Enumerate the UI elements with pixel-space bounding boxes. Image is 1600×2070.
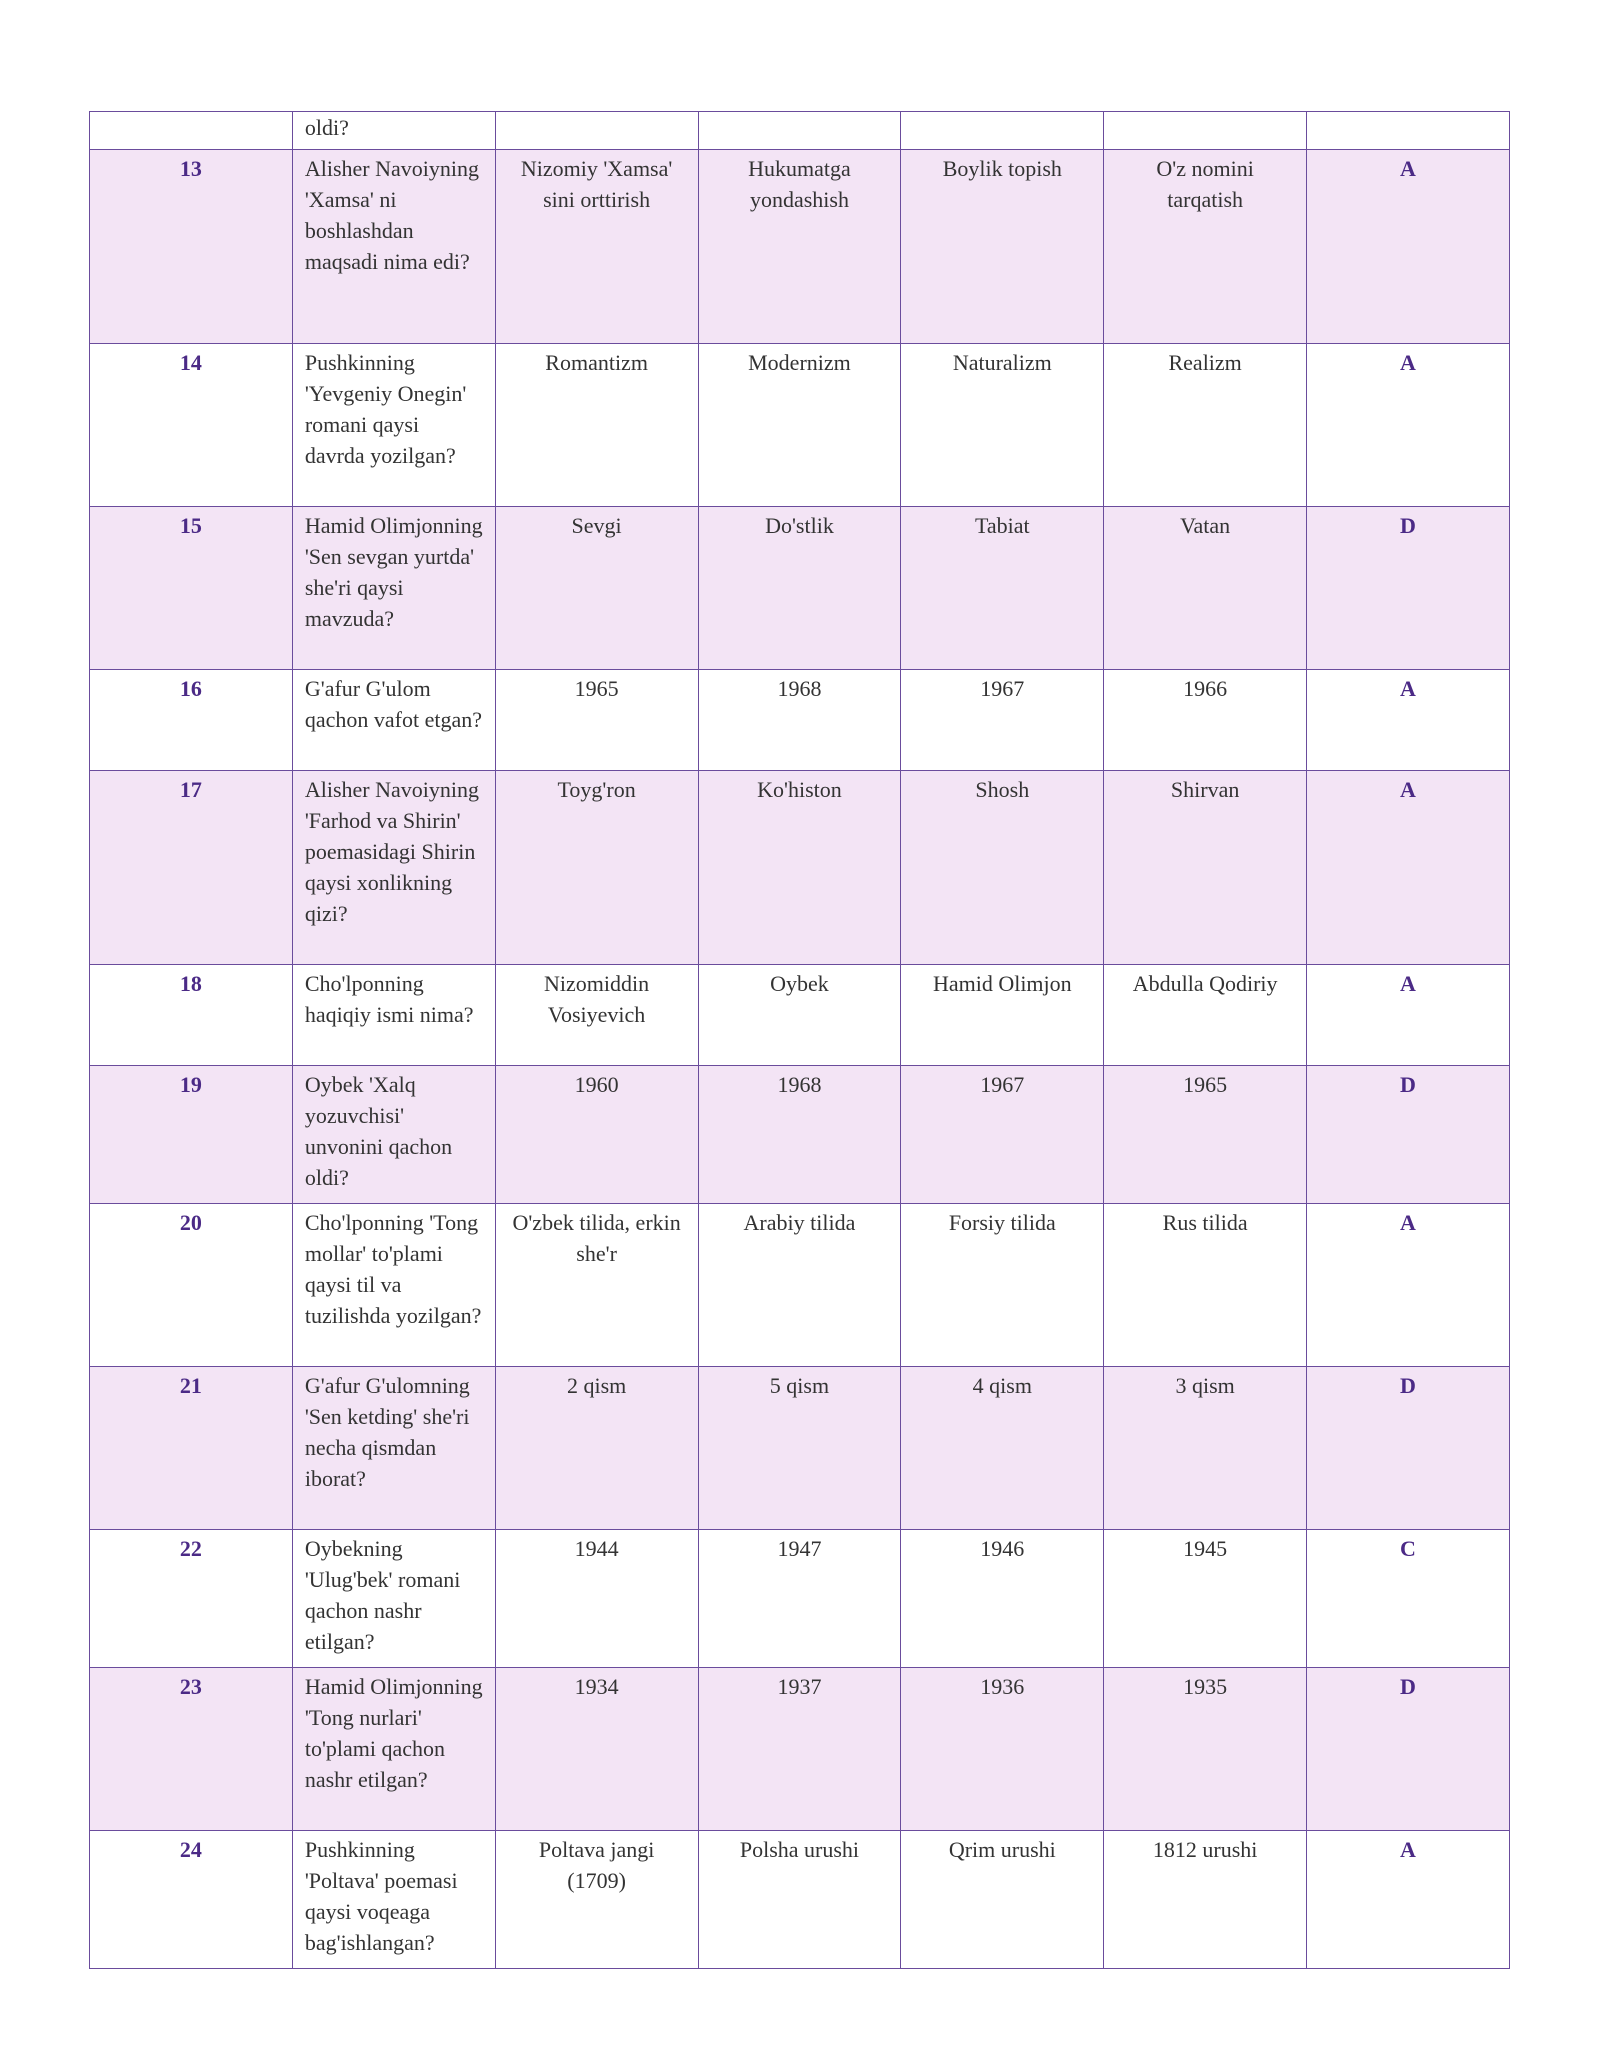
option-d: O'z nomini tarqatish	[1104, 150, 1307, 344]
correct-answer: A	[1307, 965, 1510, 1066]
table-row	[90, 965, 1510, 1066]
correct-answer: C	[1307, 1530, 1510, 1668]
option-a: 1965	[495, 670, 698, 771]
option-b: 1968	[698, 670, 901, 771]
question-number: 18	[90, 965, 293, 1066]
option-c: 1936	[901, 1668, 1104, 1831]
option-d: 1945	[1104, 1530, 1307, 1668]
question-text: Oybek 'Xalq yozuvchisi' unvonini qachon oldi?	[292, 1066, 495, 1204]
question-number: 24	[90, 1831, 293, 1969]
option-a: 1934	[495, 1668, 698, 1831]
option-d: Rus tilida	[1104, 1204, 1307, 1367]
correct-answer: D	[1307, 1668, 1510, 1831]
option-c	[901, 112, 1104, 150]
correct-answer: A	[1307, 1831, 1510, 1969]
quiz-table-body	[90, 112, 1510, 1969]
option-c: 1946	[901, 1530, 1104, 1668]
question-text: oldi?	[292, 112, 495, 150]
table-row	[90, 1204, 1510, 1367]
question-number: 23	[90, 1668, 293, 1831]
option-b: Ko'histon	[698, 771, 901, 965]
option-b: 5 qism	[698, 1367, 901, 1530]
option-c: Tabiat	[901, 507, 1104, 670]
question-number: 22	[90, 1530, 293, 1668]
document-page	[89, 111, 1509, 1969]
table-row	[90, 1066, 1510, 1204]
option-d: 1812 urushi	[1104, 1831, 1307, 1969]
option-c: Qrim urushi	[901, 1831, 1104, 1969]
option-a: Nizomiddin Vosiyevich	[495, 965, 698, 1066]
option-a: 2 qism	[495, 1367, 698, 1530]
table-row	[90, 1367, 1510, 1530]
question-text: G'afur G'ulom qachon vafot etgan?	[292, 670, 495, 771]
question-number: 17	[90, 771, 293, 965]
option-d: 1935	[1104, 1668, 1307, 1831]
option-b: Arabiy tilida	[698, 1204, 901, 1367]
option-a: O'zbek tilida, erkin she'r	[495, 1204, 698, 1367]
table-row	[90, 1831, 1510, 1969]
option-a	[495, 112, 698, 150]
question-number: 19	[90, 1066, 293, 1204]
question-number: 15	[90, 507, 293, 670]
option-c: Forsiy tilida	[901, 1204, 1104, 1367]
option-a: Nizomiy 'Xamsa' sini orttirish	[495, 150, 698, 344]
option-d: 3 qism	[1104, 1367, 1307, 1530]
option-c: 4 qism	[901, 1367, 1104, 1530]
question-text: Alisher Navoiyning 'Farhod va Shirin' poemasidagi Shirin qaysi xonlikning qizi?	[292, 771, 495, 965]
option-c: Boylik topish	[901, 150, 1104, 344]
option-b: Do'stlik	[698, 507, 901, 670]
option-d: Realizm	[1104, 344, 1307, 507]
question-text: Pushkinning 'Poltava' poemasi qaysi voqeaga bag'ishlangan?	[292, 1831, 495, 1969]
question-text: Oybekning 'Ulug'bek' romani qachon nashr etilgan?	[292, 1530, 495, 1668]
option-d	[1104, 112, 1307, 150]
option-b: Modernizm	[698, 344, 901, 507]
option-d: 1966	[1104, 670, 1307, 771]
table-row	[90, 1668, 1510, 1831]
option-b: Hukumatga yondashish	[698, 150, 901, 344]
table-row	[90, 670, 1510, 771]
correct-answer: A	[1307, 1204, 1510, 1367]
option-c: Naturalizm	[901, 344, 1104, 507]
option-c: Hamid Olimjon	[901, 965, 1104, 1066]
option-b: 1937	[698, 1668, 901, 1831]
correct-answer: A	[1307, 150, 1510, 344]
correct-answer: A	[1307, 771, 1510, 965]
option-d: Vatan	[1104, 507, 1307, 670]
option-a: Romantizm	[495, 344, 698, 507]
table-row	[90, 112, 1510, 150]
question-number	[90, 112, 293, 150]
quiz-table	[89, 111, 1510, 1969]
correct-answer	[1307, 112, 1510, 150]
option-c: Shosh	[901, 771, 1104, 965]
option-a: Poltava jangi (1709)	[495, 1831, 698, 1969]
table-row	[90, 1530, 1510, 1668]
option-a: Toyg'ron	[495, 771, 698, 965]
question-text: Pushkinning 'Yevgeniy Onegin' romani qaysi davrda yozilgan?	[292, 344, 495, 507]
option-a: Sevgi	[495, 507, 698, 670]
question-number: 20	[90, 1204, 293, 1367]
question-number: 14	[90, 344, 293, 507]
table-row	[90, 150, 1510, 344]
correct-answer: A	[1307, 670, 1510, 771]
question-number: 16	[90, 670, 293, 771]
question-text: Alisher Navoiyning 'Xamsa' ni boshlashdan maqsadi nima edi?	[292, 150, 495, 344]
option-d: Shirvan	[1104, 771, 1307, 965]
option-b: Polsha urushi	[698, 1831, 901, 1969]
correct-answer: D	[1307, 1367, 1510, 1530]
table-row	[90, 507, 1510, 670]
question-text: Hamid Olimjonning 'Sen sevgan yurtda' she'ri qaysi mavzuda?	[292, 507, 495, 670]
option-d: 1965	[1104, 1066, 1307, 1204]
table-row	[90, 771, 1510, 965]
option-d: Abdulla Qodiriy	[1104, 965, 1307, 1066]
question-text: Cho'lponning 'Tong mollar' to'plami qaysi til va tuzilishda yozilgan?	[292, 1204, 495, 1367]
correct-answer: D	[1307, 1066, 1510, 1204]
option-c: 1967	[901, 1066, 1104, 1204]
question-number: 21	[90, 1367, 293, 1530]
option-b: 1947	[698, 1530, 901, 1668]
question-number: 13	[90, 150, 293, 344]
option-a: 1944	[495, 1530, 698, 1668]
option-c: 1967	[901, 670, 1104, 771]
question-text: G'afur G'ulomning 'Sen ketding' she'ri necha qismdan iborat?	[292, 1367, 495, 1530]
correct-answer: A	[1307, 344, 1510, 507]
correct-answer: D	[1307, 507, 1510, 670]
option-b: Oybek	[698, 965, 901, 1066]
option-b: 1968	[698, 1066, 901, 1204]
option-a: 1960	[495, 1066, 698, 1204]
table-row	[90, 344, 1510, 507]
option-b	[698, 112, 901, 150]
question-text: Cho'lponning haqiqiy ismi nima?	[292, 965, 495, 1066]
question-text: Hamid Olimjonning 'Tong nurlari' to'plami qachon nashr etilgan?	[292, 1668, 495, 1831]
